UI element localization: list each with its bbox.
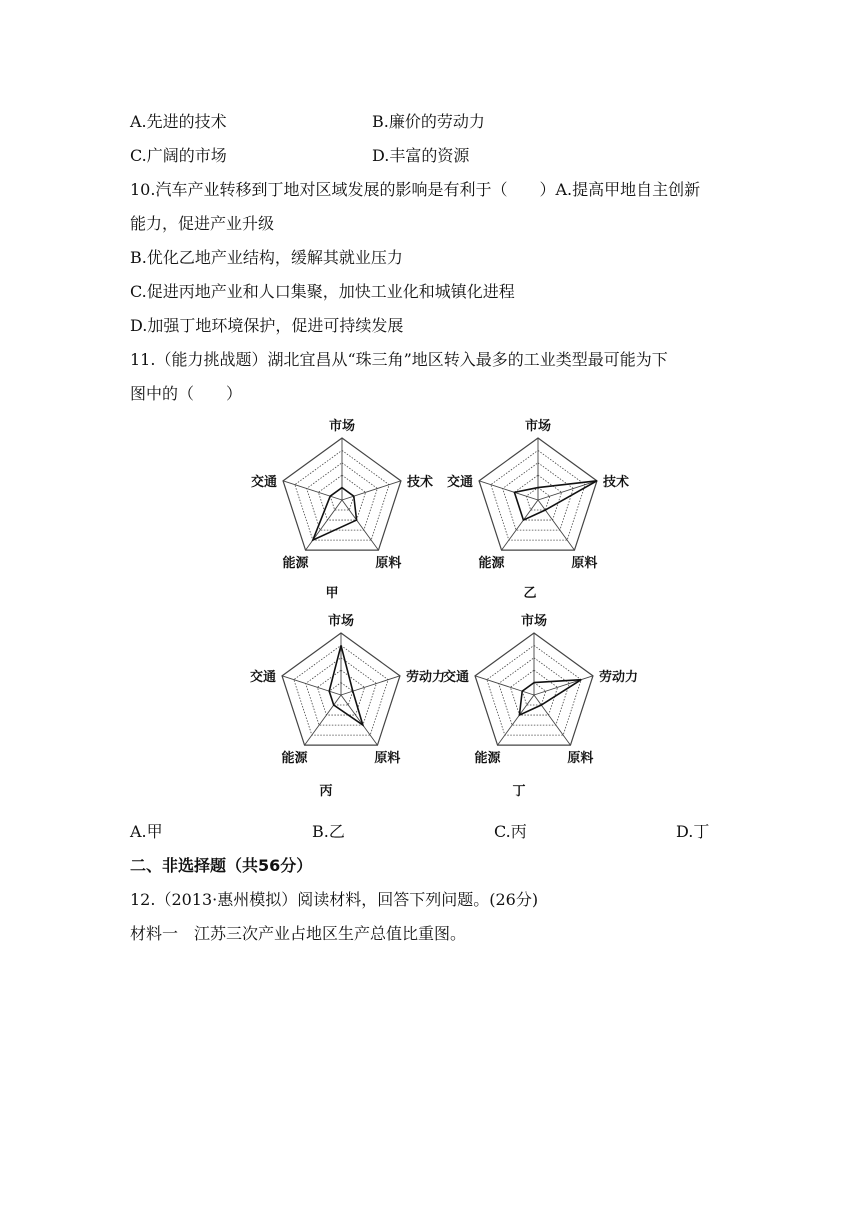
radar-spoke	[341, 695, 377, 745]
radar-axis-label: 能源	[281, 751, 308, 767]
radar-data-polygon	[329, 645, 363, 725]
q11-option-c: C.丙	[494, 822, 527, 841]
radar-axis-label: 原料	[374, 751, 401, 767]
q12-stem: 12.（2013·惠州模拟）阅读材料，回答下列问题。(26分)	[130, 890, 539, 909]
q10-stem-line2: 能力，促进产业升级	[130, 214, 275, 233]
radar-axis-label: 能源	[474, 751, 501, 767]
radar-spoke	[305, 695, 341, 745]
radar-title: 丁	[512, 784, 526, 799]
radar-spoke	[479, 481, 538, 500]
radar-axis-label: 技术	[406, 474, 433, 490]
radar-spoke	[475, 676, 534, 695]
radar-axis-label: 交通	[250, 669, 277, 685]
q11-option-a: A.甲	[130, 822, 163, 841]
radar-axis-label: 劳动力	[598, 669, 638, 685]
q9-option-b: B.廉价的劳动力	[372, 112, 485, 131]
radar-axis-label: 交通	[251, 474, 278, 490]
q10-option-c: C.促进丙地产业和人口集聚，加快工业化和城镇化进程	[130, 282, 515, 301]
radar-axis-label: 劳动力	[405, 669, 445, 685]
radar-svg	[235, 612, 445, 807]
radar-spoke	[534, 695, 570, 745]
radar-spoke	[342, 481, 401, 500]
radar-svg	[428, 612, 638, 807]
q10-option-d: D.加强丁地环境保护，促进可持续发展	[130, 316, 404, 335]
radar-axis-label: 原料	[567, 751, 594, 767]
q9-option-c: C.广阔的市场	[130, 146, 227, 165]
radar-title: 丙	[319, 784, 333, 799]
radar-axis-label: 原料	[571, 556, 598, 572]
radar-title: 乙	[523, 586, 537, 601]
radar-data-polygon	[519, 680, 581, 715]
q12-material-1: 材料一 江苏三次产业占地区生产总值比重图。	[130, 924, 467, 943]
q9-option-a: A.先进的技术	[130, 112, 227, 131]
radar-axis-label: 市场	[328, 419, 356, 434]
q10-option-b: B.优化乙地产业结构，缓解其就业压力	[130, 248, 403, 267]
radar-spoke	[306, 500, 342, 550]
radar-spoke	[283, 481, 342, 500]
radar-axis-label: 技术	[602, 474, 629, 490]
q11-stem-line1: 11.（能力挑战题）湖北宜昌从“珠三角”地区转入最多的工业类型最可能为下	[130, 350, 668, 369]
radar-axis-label: 交通	[443, 669, 470, 685]
section-title: 二、非选择题（共56分）	[130, 856, 313, 875]
radar-chart-jia	[245, 415, 435, 614]
radar-axis-label: 原料	[375, 556, 402, 572]
radar-chart-ding	[428, 612, 638, 811]
radar-svg	[245, 415, 435, 610]
radar-axis-label: 市场	[520, 614, 548, 629]
radar-spoke	[534, 676, 593, 695]
q9-option-d: D.丰富的资源	[372, 146, 470, 165]
radar-spoke	[498, 695, 534, 745]
radar-axis-label: 交通	[447, 474, 474, 490]
radar-svg	[438, 415, 628, 610]
radar-axis-label: 能源	[478, 556, 505, 572]
radar-spoke	[538, 500, 574, 550]
radar-axis-label: 市场	[524, 419, 552, 434]
radar-title: 甲	[325, 586, 339, 601]
radar-data-polygon	[313, 488, 357, 541]
q10-stem-line1: 10.汽车产业转移到丁地对区域发展的影响是有利于（ ）A.提高甲地自主创新	[130, 180, 701, 199]
radar-axis-label: 市场	[327, 614, 355, 629]
radar-chart-yi	[438, 415, 628, 614]
radar-axis-label: 能源	[282, 556, 309, 572]
q11-option-b: B.乙	[312, 822, 345, 841]
q11-stem-line2: 图中的（ ）	[130, 384, 243, 403]
q11-option-d: D.丁	[676, 822, 710, 841]
radar-chart-bing	[235, 612, 445, 811]
